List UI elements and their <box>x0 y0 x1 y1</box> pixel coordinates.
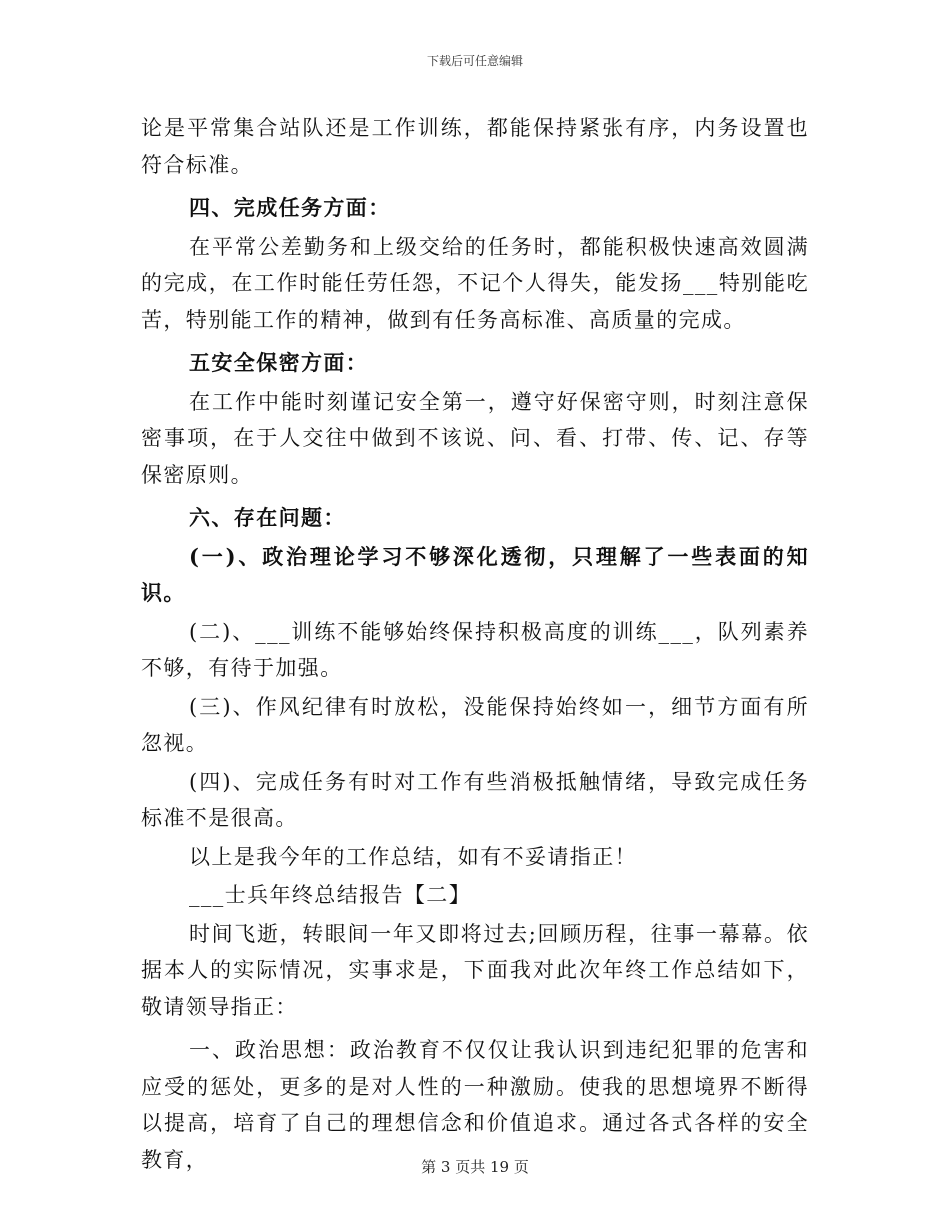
paragraph-security: 在工作中能时刻谨记安全第一，遵守好保密守则，时刻注意保密事项，在于人交往中做到不该说、问、看、打带、传、记、存等保密原则。 <box>141 389 809 487</box>
paragraph-intro-2: 时间飞逝，转眼间一年又即将过去;回顾历程，往事一幕幕。依据本人的实际情况，实事求是，下面我对此次年终工作总结如下，敬请领导指正： <box>141 921 809 1019</box>
section-heading-security: 五安全保密方面： <box>189 350 369 375</box>
paragraph-continuation: 论是平常集合站队还是工作训练，都能保持紧张有序，内务设置也符合标准。 <box>141 116 809 177</box>
document-body <box>141 110 809 1178</box>
problem-item-2: (二)、___训练不能够始终保持积极高度的训练___，队列素养不够，有待于加强。 <box>141 619 809 680</box>
closing-line: 以上是我今年的工作总结，如有不妥请指正！ <box>189 844 637 869</box>
problem-item-1: (一)、政治理论学习不够深化透彻，只理解了一些表面的知识。 <box>141 543 809 605</box>
section-heading-problems: 六、存在问题： <box>189 505 346 530</box>
section-heading-tasks: 四、完成任务方面： <box>189 195 391 220</box>
problem-item-3: (三)、作风纪律有时放松，没能保持始终如一，细节方面有所忽视。 <box>141 694 809 755</box>
page-footer: 第 3 页共 19 页 <box>421 1158 529 1176</box>
paragraph-politics: 一、政治思想：政治教育不仅仅让我认识到违纪犯罪的危害和应受的惩处，更多的是对人性的一种激励。使我的思想境界不断得以提高，培育了自己的理想信念和价值追求。通过各式各样的安全教育， <box>141 1038 809 1172</box>
paragraph-tasks: 在平常公差勤务和上级交给的任务时，都能积极快速高效圆满的完成，在工作时能任劳任怨，不记个人得失，能发扬___特别能吃苦，特别能工作的精神，做到有任务高标准、高质量的完成。 <box>141 234 809 332</box>
report-title-2: ___士兵年终总结报告【二】 <box>189 883 472 907</box>
problem-item-4: (四)、完成任务有时对工作有些消极抵触情绪，导致完成任务标准不是很高。 <box>141 769 809 830</box>
page-header: 下载后可任意编辑 <box>426 54 523 68</box>
